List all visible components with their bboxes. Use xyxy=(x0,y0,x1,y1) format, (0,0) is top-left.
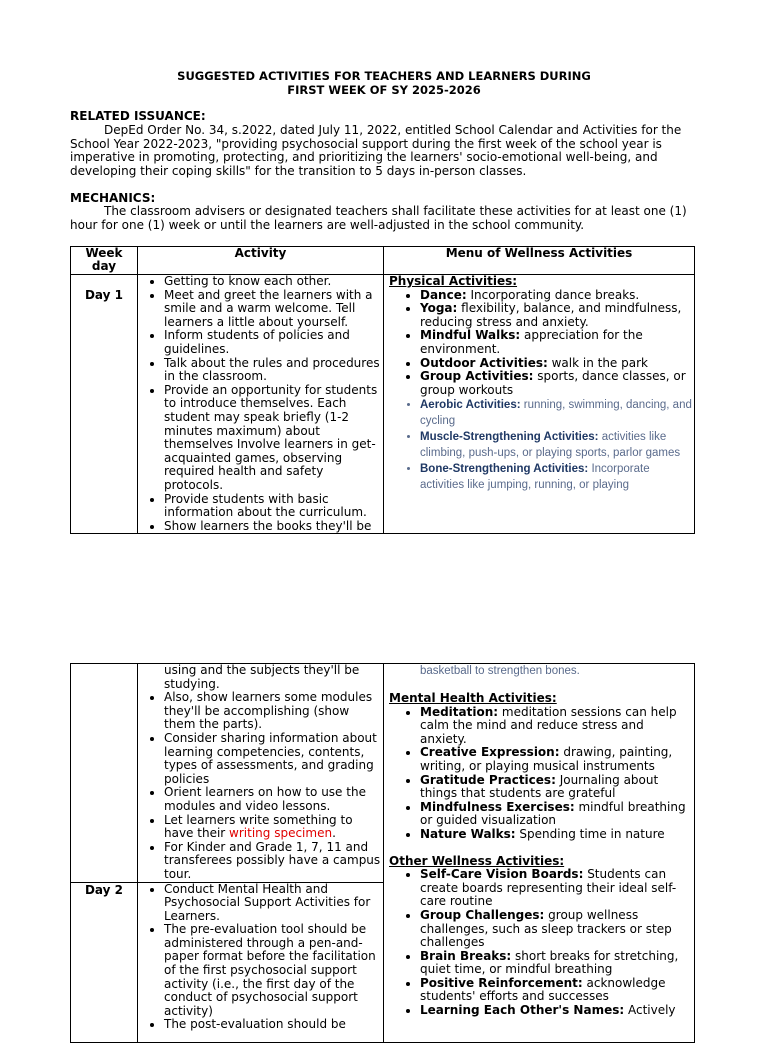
physical-blue-item xyxy=(420,461,694,493)
day2-activity-list xyxy=(138,883,383,1033)
physical-item-text: walk in the park xyxy=(547,355,648,370)
mental-item-text: Journaling about things that students are grateful xyxy=(420,772,659,801)
col-header-week-day: Week day xyxy=(71,247,138,275)
physical-blue-list xyxy=(384,397,694,493)
other-list xyxy=(384,868,694,1018)
menu-cell-page1 xyxy=(384,275,695,534)
mental-item-text: drawing, painting, writing, or playing musical instruments xyxy=(420,745,673,773)
doc-title-line2: FIRST WEEK OF SY 2025-2026 xyxy=(287,83,481,97)
activity-item: • The post-evaluation should be xyxy=(164,1018,383,1032)
other-item-label: Self-Care Vision Boards: xyxy=(420,867,584,882)
related-text: DepEd Order No. 34, s.2022, dated July 11, 2022, entitled School Calendar and Activities for the School Year 2022-2023, "providing psychosocial support during the first week of the school year is imperative in promoting, protecting, and prioritizing the learners' socio-emotional well-being, and developing their coping skills" for the transition to 5 days in-person classes. xyxy=(70,123,682,178)
mental-item xyxy=(420,746,694,773)
other-heading: Other Wellness Activities: xyxy=(389,853,565,868)
activity-item: • Also, show learners some modules they'll be accomplishing (show them the parts). xyxy=(164,691,383,732)
physical-blue-item xyxy=(420,429,694,461)
physical-blue-item-label: Aerobic Activities: xyxy=(420,399,521,412)
other-item-text: acknowledge students' efforts and successes xyxy=(420,975,666,1004)
bone-cont-text: basketball to strengthen bones. xyxy=(420,665,580,677)
activity-item-kinder: • For Kinder and Grade 1, 7, 11 and transferees possibly have a campus tour. xyxy=(164,841,383,882)
doc-title-line1: SUGGESTED ACTIVITIES FOR TEACHERS AND LEARNERS DURING xyxy=(177,69,591,83)
other-item xyxy=(420,1004,694,1018)
day2-label: Day 2 xyxy=(84,882,124,897)
mental-item-label: Mindfulness Exercises: xyxy=(420,799,575,814)
physical-item-label: Dance: xyxy=(420,287,467,302)
other-item-label: Positive Reinforcement: xyxy=(420,975,583,990)
activities-table-page2 xyxy=(70,663,695,1043)
activity-item: • Orient learners on how to use the modules and video lessons. xyxy=(164,786,383,813)
mental-item-text: meditation sessions can help calm the mind and reduce stress and anxiety. xyxy=(420,704,677,746)
physical-blue-item xyxy=(420,397,694,429)
physical-item-text: flexibility, balance, and mindfulness, reducing stress and anxiety. xyxy=(420,301,682,329)
physical-item-text: sports, dance classes, or group workouts xyxy=(420,369,686,397)
other-item-label: Group Challenges: xyxy=(420,907,545,922)
day1-label: Day 1 xyxy=(84,288,124,302)
mental-item-text: mindful breathing or guided visualization xyxy=(420,799,686,828)
physical-heading: Physical Activities: xyxy=(389,274,518,288)
mental-item xyxy=(420,774,694,801)
physical-blue-item-text: Incorporate activities like jumping, running, or playing xyxy=(420,463,650,492)
mental-item xyxy=(420,801,694,828)
mental-item-label: Gratitude Practices: xyxy=(420,772,556,787)
physical-item xyxy=(420,302,694,329)
physical-item-label: Group Activities: xyxy=(420,369,534,384)
mental-item xyxy=(420,706,694,747)
other-item-text: short breaks for stretching, quiet time, or mindful breathing xyxy=(420,948,679,977)
col-header-menu: Menu of Wellness Activities xyxy=(384,247,695,275)
mechanics-text: The classroom advisers or designated teachers shall facilitate these activities for at least one (1) hour for one (1) week or until the learners are well-adjusted in the school community. xyxy=(70,204,687,232)
day1-cont-text: using and the subjects they'll be studying. xyxy=(164,663,360,691)
activity-item: • Inform students of policies and guidelines. xyxy=(164,329,383,356)
activity-item: • Show learners the books they'll be xyxy=(164,520,383,534)
menu-cell-page2 xyxy=(384,664,695,1043)
mental-item-label: Nature Walks: xyxy=(420,826,516,841)
mental-item-text: Spending time in nature xyxy=(515,826,665,841)
other-item xyxy=(420,909,694,950)
mental-item-label: Meditation: xyxy=(420,704,499,719)
activity-item: • Conduct Mental Health and Psychosocial Support Activities for Learners. xyxy=(164,883,383,924)
physical-blue-item-label: Muscle-Strengthening Activities: xyxy=(420,431,599,444)
activity-item: • Meet and greet the learners with a smile and a warm welcome. Tell learners a little about yourself. xyxy=(164,289,383,330)
physical-item xyxy=(420,370,694,397)
activities-table-page1 xyxy=(70,246,695,534)
other-item-label: Brain Breaks: xyxy=(420,948,512,963)
day2-cell xyxy=(71,882,138,1043)
other-item-text: Students can create boards representing their ideal self-care routine xyxy=(420,867,677,909)
physical-item xyxy=(420,357,694,371)
physical-item xyxy=(420,289,694,303)
related-heading: RELATED ISSUANCE: xyxy=(70,109,206,123)
other-item xyxy=(420,950,694,977)
other-item-label: Learning Each Other's Names: xyxy=(420,1003,625,1018)
day2-activities-cell xyxy=(138,882,384,1043)
day1-activity-list xyxy=(138,275,383,533)
writing-text-pre: Let learners write something to have their xyxy=(164,812,353,841)
mental-item xyxy=(420,828,694,842)
physical-item-text: appreciation for the environment. xyxy=(420,328,643,356)
physical-item-label: Yoga: xyxy=(420,301,458,316)
mental-heading: Mental Health Activities: xyxy=(389,691,557,705)
physical-item-text: Incorporating dance breaks. xyxy=(466,287,640,302)
day1-activities-cell xyxy=(138,275,384,534)
activity-item: • Talk about the rules and procedures in the classroom. xyxy=(164,357,383,384)
physical-item-label: Outdoor Activities: xyxy=(420,355,548,370)
physical-item xyxy=(420,329,694,356)
activity-item: • Provide an opportunity for students to introduce themselves. Each student may speak briefly (1-2 minutes maximum) about themselves Involve learners in get-acquainted games, observing required health and safety protocols. xyxy=(164,384,383,493)
activity-item-writing xyxy=(164,814,383,841)
physical-blue-item-label: Bone-Strengthening Activities: xyxy=(420,463,589,476)
physical-item-label: Mindful Walks: xyxy=(420,328,521,343)
other-item xyxy=(420,977,694,1004)
day1-cell xyxy=(71,275,138,534)
other-item xyxy=(420,868,694,909)
activity-item: • Getting to know each other. xyxy=(164,275,383,289)
day1-cont-cell xyxy=(71,664,138,883)
mental-item-label: Creative Expression: xyxy=(420,745,560,760)
physical-blue-item-text: activities like climbing, push-ups, or playing sports, parlor games xyxy=(420,431,681,460)
writing-specimen-text: writing specimen xyxy=(229,826,333,841)
physical-list xyxy=(384,289,694,398)
activity-item: • Provide students with basic information about the curriculum. xyxy=(164,493,383,520)
writing-text-post: . xyxy=(332,826,336,841)
day1-activities-cont-cell xyxy=(138,664,384,883)
activity-item: • The pre-evaluation tool should be administered through a pen-and-paper format before the facilitation of the first psychosocial support activity (i.e., the first day of the conduct of psychosocial support activity) xyxy=(164,923,383,1018)
activity-item: • Consider sharing information about learning competencies, contents, types of assessments, and grading policies xyxy=(164,732,383,786)
mental-list xyxy=(384,706,694,842)
mechanics-heading: MECHANICS: xyxy=(70,191,156,205)
other-item-text: group wellness challenges, such as sleep trackers or step challenges xyxy=(420,907,672,950)
day1-activity-list-cont xyxy=(138,691,383,881)
other-item-text: Actively xyxy=(624,1003,676,1018)
col-header-activity: Activity xyxy=(138,247,384,275)
physical-blue-item-text: running, swimming, dancing, and cycling xyxy=(420,399,692,428)
